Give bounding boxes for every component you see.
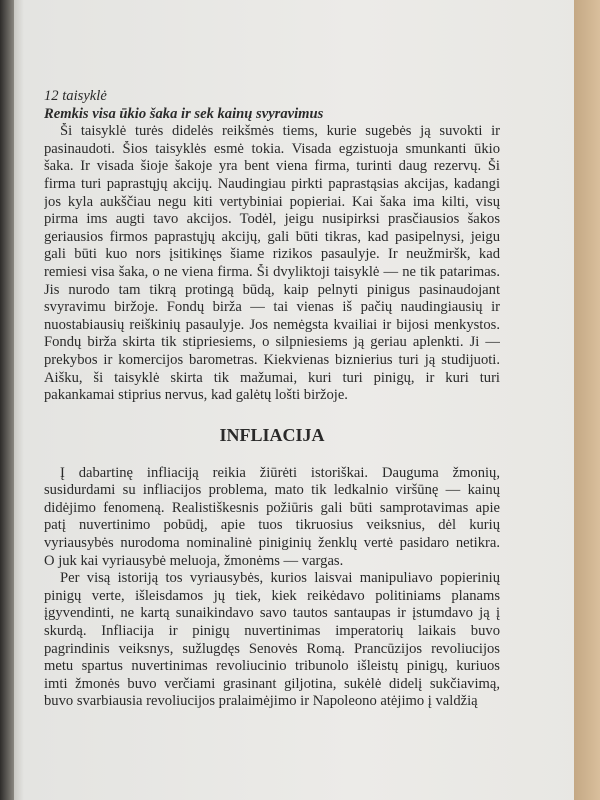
text-line: gali būti kuo nors įsitikinęs šiame rizikos pasaulyje. Ir neužmiršk, kad	[44, 246, 500, 263]
rule-number: 12 taisyklė	[44, 88, 107, 104]
text-line: imti žmonės buvo verčiami grasinant giljotina, sukėlė didelį sukčiavimą,	[44, 675, 500, 692]
text-line: Ši taisyklė turės didelės reikšmės tiems, kurie sugebės ją suvokti ir	[60, 123, 500, 140]
text-line: susidurdami su infliacijos problema, mato tik ledkalnio viršūnę — kainų	[44, 482, 500, 499]
text-line: prekybos ir komercijos barometras. Kiekvienas biznierius turi ją studijuoti.	[44, 351, 500, 368]
section-heading: INFLIACIJA	[219, 424, 325, 445]
text-line: Aišku, ši taisyklė skirta tik mažumai, kuri turi pinigų, ir kuri turi	[44, 369, 500, 386]
text-line: vyriausybės nurodoma nominalinė piniginių ženklų vertė pasidaro netikra.	[44, 535, 500, 552]
text-line: metu spartus nuvertinimas revoliucinio tribunolo išleistų pinigų, kuriuos	[44, 658, 500, 675]
rule-body	[44, 123, 500, 405]
paragraph-2	[44, 570, 500, 711]
paragraph-1	[44, 465, 500, 571]
text-line: pinigų verte, išleisdamos jų tiek, kiek reikėdavo politiniams planams	[44, 587, 500, 604]
text-line: pagrindinis veiksnys, sužlugdęs Senovės Romą. Prancūzijos revoliucijos	[44, 640, 500, 657]
text-line: O juk kai vyriausybė meluoja, žmonėms — vargas.	[44, 552, 344, 569]
text-line: Jis nurodo tam tikrą protingą būdą, kaip pelnyti pinigus pasinaudojant	[44, 281, 500, 298]
text-line: buvo svarbiausia revoliucijos pralaimėjimo ir Napoleono atėjimo į valdžią	[44, 693, 478, 710]
book-spine-shadow	[0, 0, 14, 800]
text-line: patį nuvertinimo pobūdį, apie tuos tikruosius veiksnius, dėl kurių	[44, 517, 500, 534]
text-line: nuostabiausių reiškinių pasaulyje. Jos nemėgsta kvailiai ir bijosi menkystos.	[44, 316, 500, 333]
text-line: Per visą istoriją tos vyriausybės, kurios laisvai manipuliavo popierinių	[60, 570, 500, 587]
text-line: Į dabartinę infliaciją reikia žiūrėti istoriškai. Dauguma žmonių,	[60, 464, 500, 481]
text-line: pakankamai stiprius nervus, kad galėtų lošti biržoje.	[44, 387, 348, 404]
text-line: šaka. Ir visada šioje šakoje yra bent viena firma, turinti daug rezervų. Ši	[44, 158, 500, 175]
text-line: firma turi paprastųjų akcijų. Naudingiau pirkti paprastąsias akcijas, kadangi	[44, 175, 500, 192]
next-page-edge	[574, 0, 600, 800]
text-line: Fondų birža skirta tik stipriesiems, o silpniesiems ją geriau aplenkti. Ji —	[44, 334, 500, 351]
text-line: įgyvendinti, ne kartą sunaikindavo savo tautos santaupas ir įstumdavo ją į	[44, 605, 500, 622]
text-line: pirma ims augti tavo akcijos. Todėl, jeigu nusipirksi prasčiausios šakos	[44, 211, 500, 228]
text-line: svyravimu biržoje. Fondų birža — tai vienas iš pačių naudingiausių ir	[44, 299, 500, 316]
text-line: skurdą. Infliacija ir pinigų nuvertinimas imperatorių laikais buvo	[44, 623, 500, 640]
rule-title: Remkis visa ūkio šaka ir sek kainų svyravimus	[44, 105, 324, 122]
text-line: jos kyla aukščiau negu kiti vertybiniai popieriai. Kai šaka ima kilti, visų	[44, 193, 500, 210]
text-line: geriausios firmos paprastųjų akcijų, gali būti tikras, kad pasipelnysi, jeigu	[44, 228, 500, 245]
text-line: didėjimo fenomeną. Realistiškesnis požiūris gali būti samprotavimas apie	[44, 499, 500, 516]
text-line: remiesi visa šaka, o ne viena firma. Ši dvyliktoji taisyklė — ne tik patarimas.	[44, 263, 500, 280]
text-line: pasinaudoti. Šios taisyklės esmė tokia. Visada egzistuoja smunkanti ūkio	[44, 140, 500, 157]
page-text	[44, 88, 500, 711]
